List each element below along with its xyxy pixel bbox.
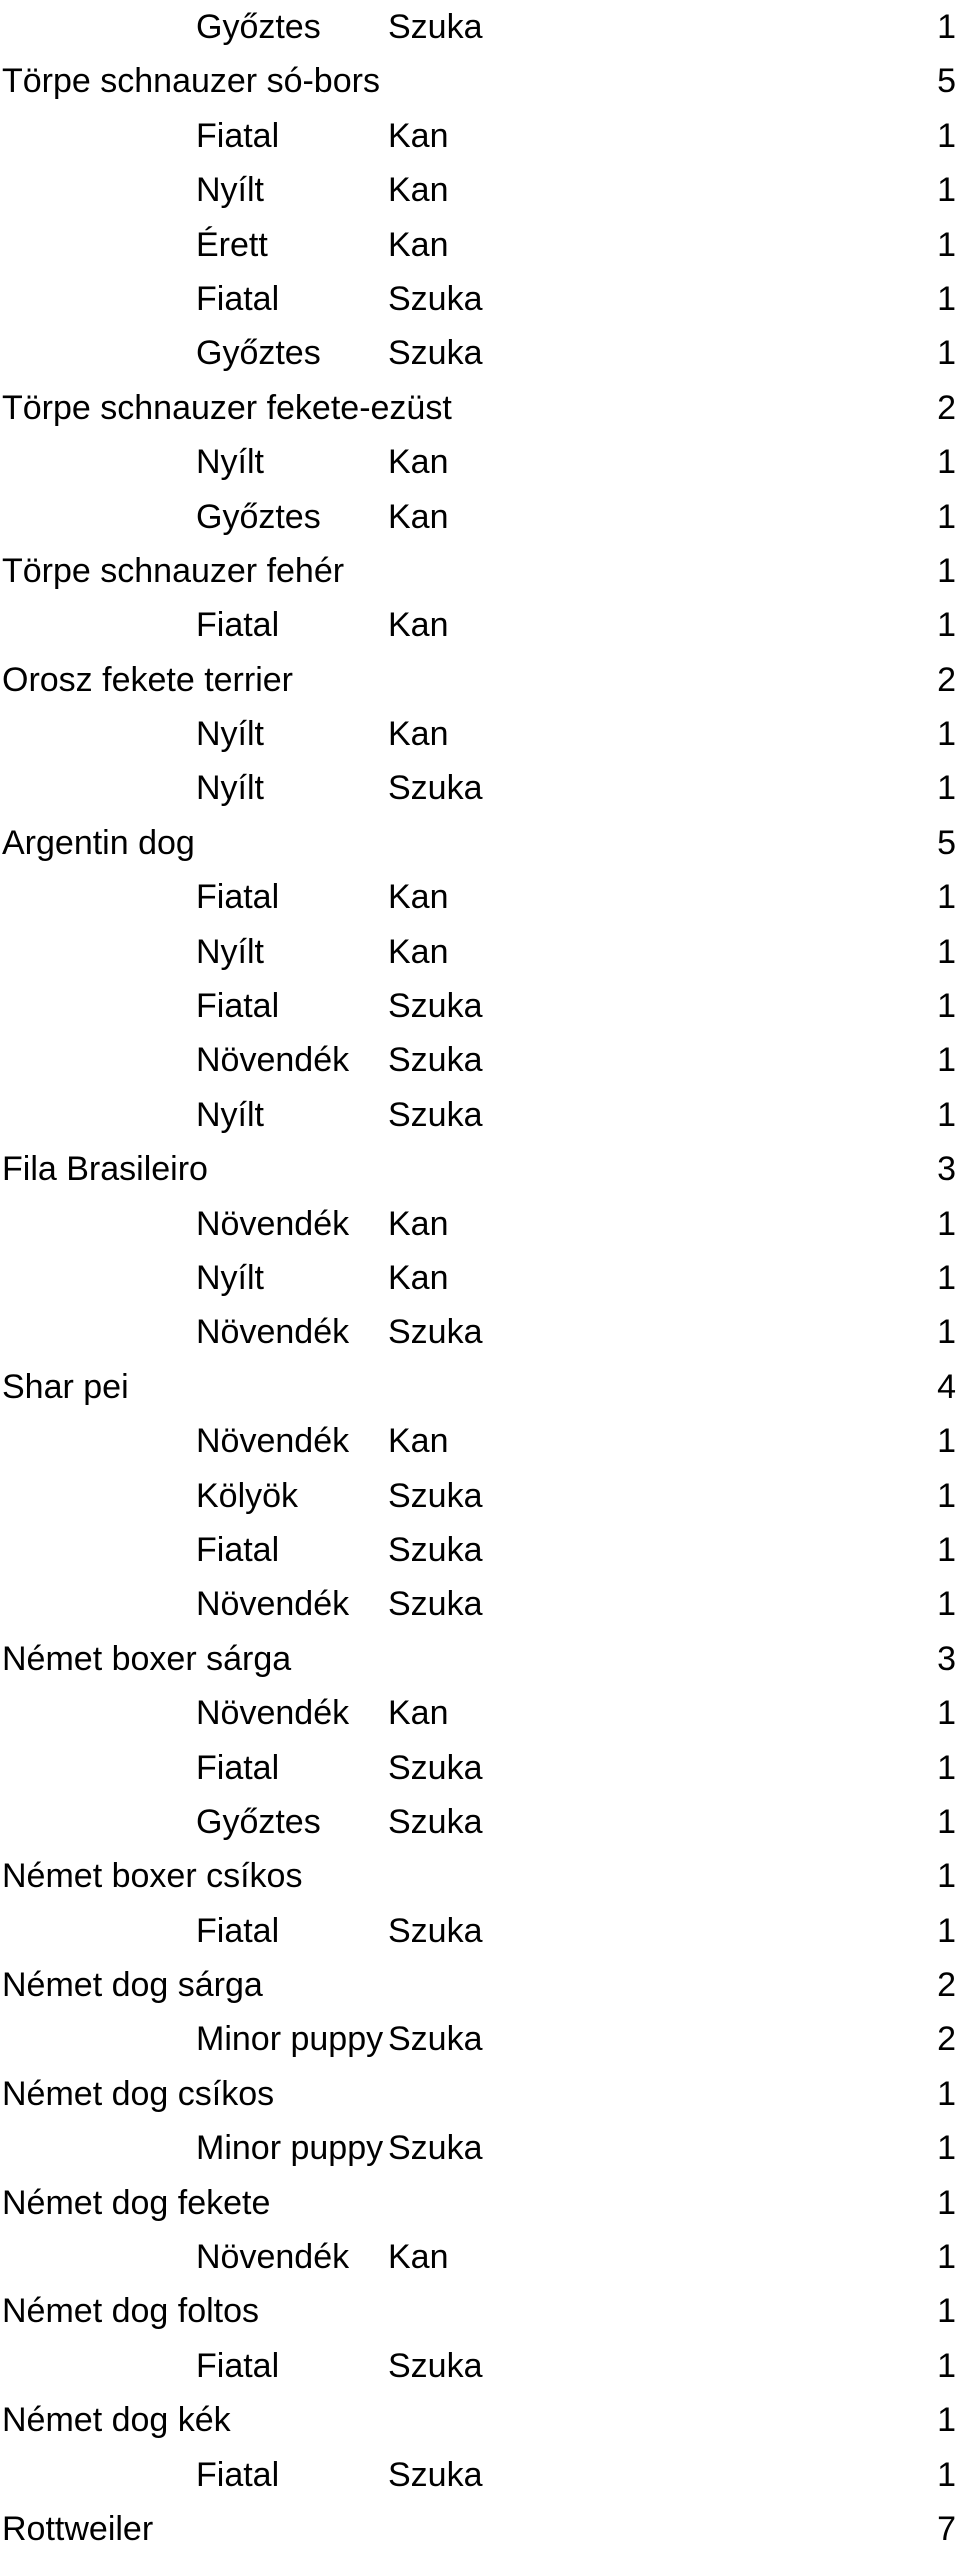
breed-name: Fila Brasileiro	[2, 1150, 208, 1189]
breed-row	[0, 1849, 960, 1903]
class-name: Nyílt	[196, 932, 264, 971]
class-name: Győztes	[196, 334, 321, 373]
count: 2	[937, 388, 956, 427]
entry-row	[0, 1033, 960, 1087]
entry-row	[0, 1414, 960, 1468]
entry-row	[0, 1088, 960, 1142]
count: 1	[937, 606, 956, 645]
count: 1	[937, 932, 956, 971]
entry-row	[0, 1577, 960, 1631]
sex-label: Szuka	[388, 1911, 483, 1950]
entry-row	[0, 2339, 960, 2393]
class-name: Nyílt	[196, 1095, 264, 1134]
entry-row	[0, 218, 960, 272]
breed-row	[0, 2502, 960, 2556]
sex-label: Szuka	[388, 1585, 483, 1624]
sex-label: Szuka	[388, 1476, 483, 1515]
breed-row	[0, 816, 960, 870]
breed-name: Törpe schnauzer só-bors	[2, 62, 380, 101]
count: 1	[937, 334, 956, 373]
count: 1	[937, 1041, 956, 1080]
count: 5	[937, 62, 956, 101]
count: 2	[937, 660, 956, 699]
entry-row	[0, 326, 960, 380]
entry-row	[0, 598, 960, 652]
breed-name: Német dog foltos	[2, 2292, 260, 2331]
breed-name: Német boxer sárga	[2, 1639, 292, 1678]
count: 1	[937, 1204, 956, 1243]
sex-label: Szuka	[388, 1802, 483, 1841]
count: 1	[937, 497, 956, 536]
class-name: Fiatal	[196, 1748, 280, 1787]
count: 1	[937, 225, 956, 264]
sex-label: Kan	[388, 1258, 449, 1297]
breed-name: Shar pei	[2, 1367, 129, 1406]
count: 1	[937, 2455, 956, 2494]
sex-label: Szuka	[388, 2455, 483, 2494]
entry-row	[0, 761, 960, 815]
breed-name: Német dog csíkos	[2, 2074, 275, 2113]
class-name: Nyílt	[196, 769, 264, 808]
sex-label: Szuka	[388, 987, 483, 1026]
entry-row	[0, 1469, 960, 1523]
entry-row	[0, 979, 960, 1033]
breed-name: Német dog kék	[2, 2401, 231, 2440]
breed-name: Orosz fekete terrier	[2, 660, 293, 699]
class-name: Fiatal	[196, 987, 280, 1026]
entry-row	[0, 490, 960, 544]
sex-label: Kan	[388, 497, 449, 536]
count: 1	[937, 2129, 956, 2168]
count: 1	[937, 2074, 956, 2113]
sex-label: Kan	[388, 1422, 449, 1461]
breed-name: Törpe schnauzer fehér	[2, 551, 345, 590]
sex-label: Szuka	[388, 1530, 483, 1569]
entry-row	[0, 1197, 960, 1251]
sex-label: Kan	[388, 1204, 449, 1243]
class-name: Fiatal	[196, 2346, 280, 2385]
class-name: Fiatal	[196, 116, 280, 155]
sex-label: Szuka	[388, 1041, 483, 1080]
class-name: Nyílt	[196, 715, 264, 754]
count: 1	[937, 1802, 956, 1841]
count: 1	[937, 171, 956, 210]
breed-name: Német dog sárga	[2, 1966, 263, 2005]
breed-name: Törpe schnauzer fekete-ezüst	[2, 388, 452, 427]
count: 1	[937, 1857, 956, 1896]
count: 1	[937, 1095, 956, 1134]
breed-row	[0, 2176, 960, 2230]
entry-row	[0, 707, 960, 761]
sex-label: Szuka	[388, 1748, 483, 1787]
class-name: Nyílt	[196, 1258, 264, 1297]
entry-row	[0, 2121, 960, 2175]
entry-row	[0, 2448, 960, 2502]
class-name: Fiatal	[196, 1530, 280, 1569]
entry-row	[0, 163, 960, 217]
class-name: Növendék	[196, 1204, 350, 1243]
breed-row	[0, 2393, 960, 2447]
sex-label: Kan	[388, 878, 449, 917]
count: 1	[937, 1585, 956, 1624]
count: 1	[937, 2183, 956, 2222]
class-name: Fiatal	[196, 878, 280, 917]
class-name: Növendék	[196, 1422, 350, 1461]
entry-row	[0, 925, 960, 979]
count: 1	[937, 551, 956, 590]
count: 1	[937, 1313, 956, 1352]
count: 2	[937, 1966, 956, 2005]
sex-label: Szuka	[388, 2129, 483, 2168]
count: 1	[937, 1748, 956, 1787]
sex-label: Szuka	[388, 279, 483, 318]
breed-row	[0, 2067, 960, 2121]
class-name: Nyílt	[196, 443, 264, 482]
count: 1	[937, 2346, 956, 2385]
entry-row	[0, 109, 960, 163]
sex-label: Szuka	[388, 1095, 483, 1134]
count: 5	[937, 823, 956, 862]
breed-name: Német dog fekete	[2, 2183, 271, 2222]
entry-row	[0, 2230, 960, 2284]
entry-row	[0, 1305, 960, 1359]
sex-label: Szuka	[388, 2346, 483, 2385]
count: 1	[937, 443, 956, 482]
sex-label: Kan	[388, 715, 449, 754]
class-name: Kölyök	[196, 1476, 299, 1515]
class-name: Minor puppy	[196, 2129, 384, 2168]
class-name: Érett	[196, 225, 268, 264]
sex-label: Kan	[388, 443, 449, 482]
sex-label: Szuka	[388, 1313, 483, 1352]
class-name: Győztes	[196, 1802, 321, 1841]
class-name: Növendék	[196, 1313, 350, 1352]
entry-row	[0, 1741, 960, 1795]
sex-label: Kan	[388, 225, 449, 264]
count: 1	[937, 279, 956, 318]
entry-row	[0, 435, 960, 489]
breed-row	[0, 1958, 960, 2012]
breed-name: Német boxer csíkos	[2, 1857, 303, 1896]
class-name: Győztes	[196, 8, 321, 46]
entry-row	[0, 272, 960, 326]
class-name: Győztes	[196, 497, 321, 536]
class-name: Növendék	[196, 2238, 350, 2277]
count: 1	[937, 1694, 956, 1733]
count: 1	[937, 878, 956, 917]
class-name: Növendék	[196, 1694, 350, 1733]
count: 1	[937, 2238, 956, 2277]
sex-label: Kan	[388, 932, 449, 971]
breed-row	[0, 381, 960, 435]
breed-row	[0, 2284, 960, 2338]
class-name: Fiatal	[196, 1911, 280, 1950]
class-name: Nyílt	[196, 171, 264, 210]
sex-label: Kan	[388, 2238, 449, 2277]
sex-label: Szuka	[388, 769, 483, 808]
breed-name: Rottweiler	[2, 2509, 154, 2548]
entry-row	[0, 1686, 960, 1740]
breed-name: Argentin dog	[2, 823, 195, 862]
sex-label: Szuka	[388, 2020, 483, 2059]
class-name: Fiatal	[196, 2455, 280, 2494]
count: 1	[937, 116, 956, 155]
count: 1	[937, 2401, 956, 2440]
entry-row	[0, 870, 960, 924]
breed-row	[0, 544, 960, 598]
class-name: Fiatal	[196, 606, 280, 645]
breed-row	[0, 54, 960, 108]
entry-row	[0, 1795, 960, 1849]
count: 1	[937, 715, 956, 754]
count: 1	[937, 1476, 956, 1515]
count: 1	[937, 1258, 956, 1297]
count: 1	[937, 1530, 956, 1569]
count: 3	[937, 1150, 956, 1189]
sex-label: Kan	[388, 171, 449, 210]
entry-row	[0, 2012, 960, 2066]
breed-row	[0, 1142, 960, 1196]
class-name: Növendék	[196, 1041, 350, 1080]
entry-row	[0, 1904, 960, 1958]
count: 1	[937, 769, 956, 808]
class-name: Minor puppy	[196, 2020, 384, 2059]
sex-label: Kan	[388, 116, 449, 155]
sex-label: Szuka	[388, 8, 483, 46]
sex-label: Szuka	[388, 334, 483, 373]
count: 1	[937, 1422, 956, 1461]
count: 1	[937, 1911, 956, 1950]
breed-row	[0, 1360, 960, 1414]
count: 3	[937, 1639, 956, 1678]
breed-row	[0, 653, 960, 707]
count: 4	[937, 1367, 956, 1406]
entry-row	[0, 1251, 960, 1305]
count: 7	[937, 2509, 956, 2548]
count: 1	[937, 2292, 956, 2331]
class-name: Növendék	[196, 1585, 350, 1624]
class-name: Fiatal	[196, 279, 280, 318]
sex-label: Kan	[388, 1694, 449, 1733]
breed-row	[0, 1632, 960, 1686]
sex-label: Kan	[388, 606, 449, 645]
count: 1	[937, 987, 956, 1026]
count: 1	[937, 8, 956, 46]
entry-row	[0, 1523, 960, 1577]
count: 2	[937, 2020, 956, 2059]
entry-row	[0, 0, 960, 54]
